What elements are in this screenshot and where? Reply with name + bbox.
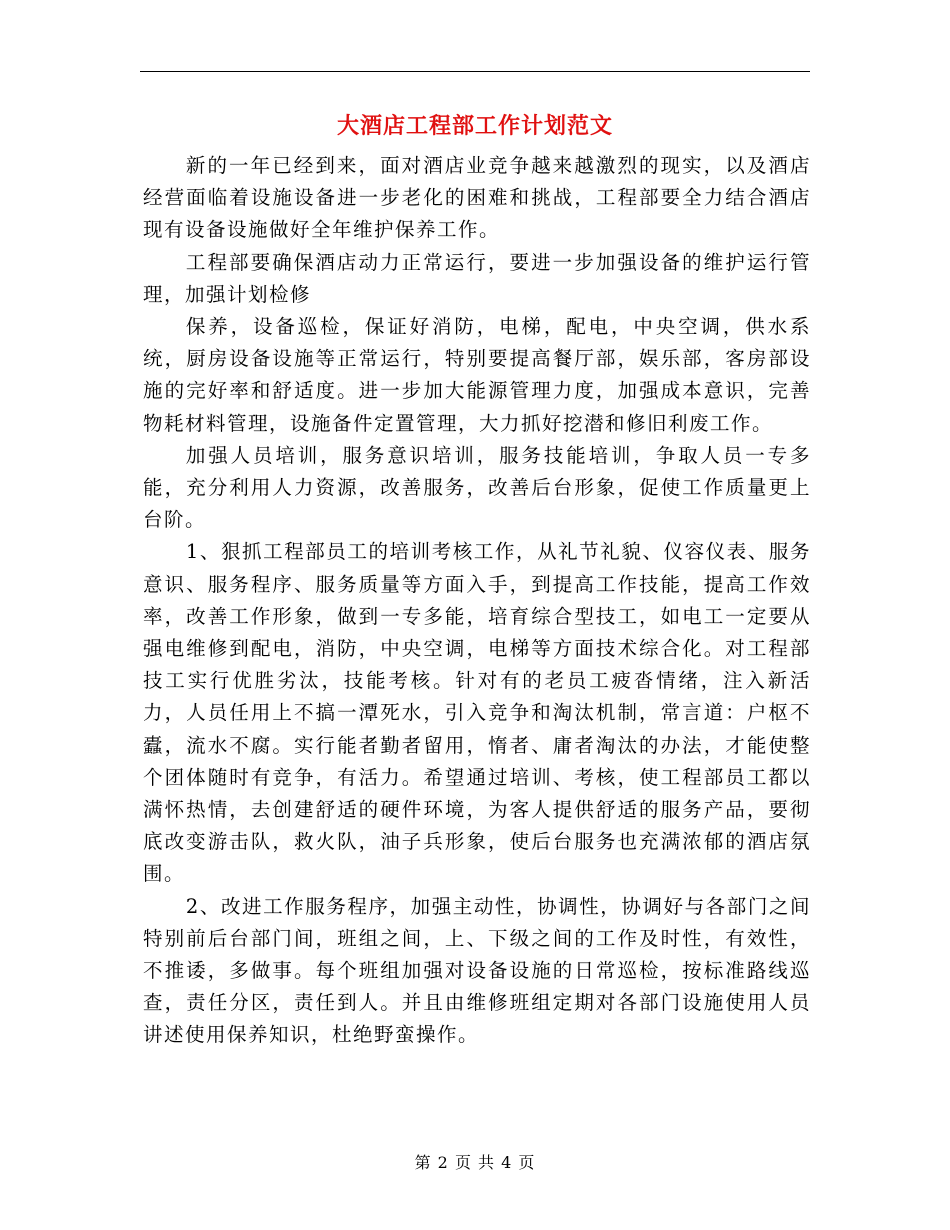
- paragraph: 加强人员培训，服务意识培训，服务技能培训，争取人员一专多能，充分利用人力资源，改善服务，改善后台形象，促使工作质量更上台阶。: [143, 443, 811, 532]
- paragraph: 工程部要确保酒店动力正常运行，要进一步加强设备的维护运行管理，加强计划检修: [143, 250, 811, 306]
- paragraph: 新的一年已经到来，面对酒店业竞争越来越激烈的现实，以及酒店经营面临着设施设备进一步老化的困难和挑战，工程部要全力结合酒店现有设备设施做好全年维护保养工作。: [143, 154, 811, 242]
- paragraph: 保养，设备巡检，保证好消防，电梯，配电，中央空调，供水系统，厨房设备设施等正常运行，特别要提高餐厅部，娱乐部，客房部设施的完好率和舒适度。进一步加大能源管理力度，加强成本意识，完善物耗材料管理，设施备件定置管理，大力抓好挖潜和修旧利废工作。: [143, 315, 811, 435]
- header-rule: [140, 71, 810, 72]
- page-number-footer: 第 2 页 共 4 页: [414, 1153, 536, 1172]
- document-body: [143, 150, 811, 1052]
- paragraph: 1、狠抓工程部员工的培训考核工作，从礼节礼貌、仪容仪表、服务意识、服务程序、服务质量等方面入手，到提高工作技能，提高工作效率，改善工作形象，做到一专多能，培育综合型技工，如电工一定要从强电维修到配电，消防，中央空调，电梯等方面技术综合化。对工程部技工实行优胜劣汰，技能考核。针对有的老员工疲沓情绪，注入新活力，人员任用上不搞一潭死水，引入竞争和淘汰机制，常言道：户枢不蠹，流水不腐。实行能者勤者留用，惰者、庸者淘汰的办法，才能使整个团体随时有竞争，有活力。希望通过培训、考核，使工程部员工都以满怀热情，去创建舒适的硬件环境，为客人提供舒适的服务产品，要彻底改变游击队，救火队，油子兵形象，使后台服务也充满浓郁的酒店氛围。: [143, 540, 811, 886]
- document-title: 大酒店工程部工作计划范文: [336, 113, 613, 139]
- paragraph: 2、改进工作服务程序，加强主动性，协调性，协调好与各部门之间特别前后台部门间，班组之间，上、下级之间的工作及时性，有效性，不推诿，多做事。每个班组加强对设备设施的日常巡检，按标准路线巡查，责任分区，责任到人。并且由维修班组定期对各部门设施使用人员讲述使用保养知识，杜绝野蛮操作。: [143, 894, 811, 1047]
